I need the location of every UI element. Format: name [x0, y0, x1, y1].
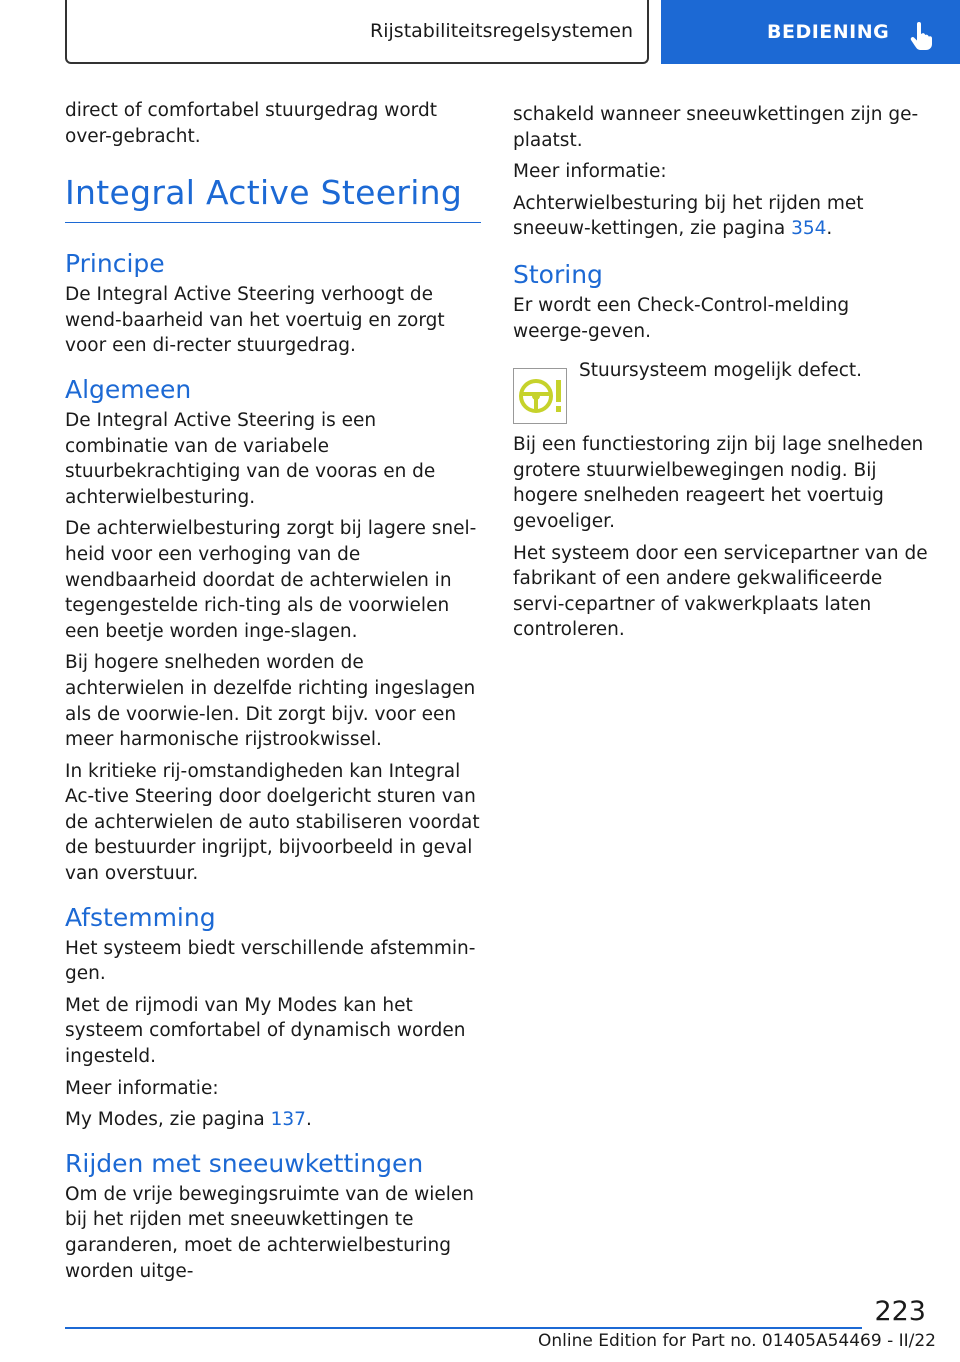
chapter-title: BEDIENING — [767, 21, 890, 43]
algemeen-p4: In kritieke rij-omstandigheden kan Integral Ac-tive Steering door doelgericht sturen van de achterwielen de auto stabiliseren voordat de bestuurder ingrijpt, bijvoorbeeld in geval van overstuur. — [65, 760, 480, 885]
algemeen-p3: Bij hogere snelheden worden de achterwielen in dezelfde richting ingeslagen als de voorwie-len. Dit zorgt bijv. voor een meer harmonische rijstrookwissel. — [65, 652, 476, 751]
snow-chain-xref — [513, 191, 929, 242]
afstemming-p3: Meer informatie: — [65, 1077, 219, 1099]
storing-p2: Bij een functiestoring zijn bij lage snelheden grotere stuurwielbewegingen nodig. Bij hogere snelheden reageert het voertuig gevoeliger. — [513, 434, 924, 532]
algemeen-p1: De Integral Active Steering is een combinatie van de variabele stuurbekrachtiging van de vooras en de achterwielbesturing. — [65, 409, 436, 508]
heading-principe: Principe — [65, 249, 165, 279]
xref-suffix: . — [826, 218, 833, 240]
storing-p3: Het systeem door een servicepartner van de fabrikant of een andere gekwalificeerde servi-cepartner of vakwerkplaats laten controleren. — [513, 542, 928, 641]
section-title: Rijstabiliteitsregelsystemen — [370, 20, 633, 42]
chapter-tab[interactable] — [661, 0, 960, 64]
afstemming-p2: Met de rijmodi van My Modes kan het systeem comfortabel of dynamisch worden ingesteld. — [65, 994, 466, 1068]
hand-pointer-icon — [909, 22, 933, 52]
sneeuw-p1: Om de vrije bewegingsruimte van de wielen bij het rijden met sneeuwkettingen te garanderen, moet de achterwielbesturing worden uitge- — [65, 1183, 474, 1282]
sneeuw-continued: schakeld wanneer sneeuwkettingen zijn ge-plaatst. — [513, 104, 919, 151]
page-title: Integral Active Steering — [65, 173, 481, 223]
left-column — [65, 98, 481, 1290]
edition-footer: Online Edition for Part no. 01405A54469 - II/22 — [537, 1331, 936, 1351]
xref-prefix: My Modes, zie pagina — [65, 1109, 271, 1131]
afstemming-p4 — [65, 1107, 481, 1133]
algemeen-p2: De achterwielbesturing zorgt bij lagere snel-heid voor een verhoging van de wendbaarheid doordat de achterwielen in tegengestelde rich-ting als de voorwielen een beetje worden inge-slagen. — [65, 518, 477, 642]
right-column — [513, 102, 929, 649]
intro-text: direct of comfortabel stuurgedrag wordt over-gebracht. — [65, 100, 437, 147]
heading-afstemming: Afstemming — [65, 902, 216, 932]
section-header — [65, 0, 649, 64]
heading-storing: Storing — [513, 259, 603, 289]
check-control-message — [513, 358, 929, 430]
heading-sneeuwkettingen: Rijden met sneeuwkettingen — [65, 1148, 424, 1178]
steering-warning-icon — [513, 368, 567, 424]
xref-prefix: Achterwielbesturing bij het rijden met sneeuw-kettingen, zie pagina — [513, 192, 864, 240]
principe-text: De Integral Active Steering verhoogt de wend-baarheid van het voertuig en zorgt voor een di-recter stuurgedrag. — [65, 284, 445, 357]
page-link-354[interactable]: 354 — [791, 218, 827, 240]
storing-p1: Er wordt een Check-Control-melding weerge-geven. — [513, 294, 850, 342]
xref-suffix: . — [305, 1109, 312, 1131]
heading-algemeen: Algemeen — [65, 374, 192, 404]
footer-rule — [65, 1327, 862, 1329]
afstemming-p1: Het systeem biedt verschillende afstemmin-gen. — [65, 937, 476, 985]
warning-text: Stuursysteem mogelijk defect. — [579, 360, 863, 382]
page-link-137[interactable]: 137 — [270, 1109, 306, 1131]
meer-info: Meer informatie: — [513, 161, 667, 183]
page-number: 223 — [874, 1296, 926, 1327]
